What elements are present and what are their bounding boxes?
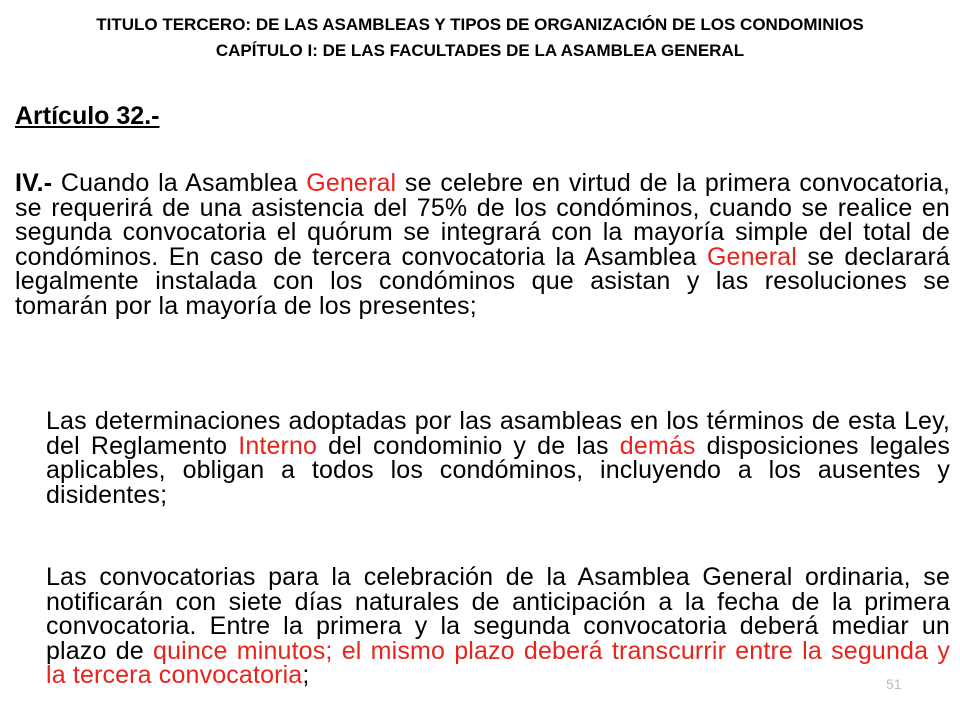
para2-text-2: del condominio y de las	[317, 431, 620, 460]
para3-text-1: Las convocatorias para la celebración de la Asamblea General ordinaria, se notificarán con siete días naturales de anticipación a la fecha de la primera convocatoria. Entre la primera y la segunda convocatoria deberá mediar un plazo de	[46, 563, 950, 665]
title-line-2: CAPÍTULO I: DE LAS FACULTADES DE LA ASAMBLEA GENERAL	[215, 41, 745, 60]
para1-highlight-2: General	[706, 242, 797, 271]
paragraph-3	[46, 565, 950, 688]
para1-text-3: se declarará legalmente instalada con los condóminos que asistan y las resoluciones se tomarán por la mayoría de los presentes;	[15, 242, 950, 320]
para2-highlight-2: demás	[619, 431, 696, 460]
slide-number: 51	[886, 676, 902, 692]
para3-highlight-1: quince minutos; el mismo plazo deberá transcurrir entre la segunda y la tercera convocatoria	[46, 636, 950, 689]
title-line-1: TITULO TERCERO: DE LAS ASAMBLEAS Y TIPOS DE ORGANIZACIÓN DE LOS CONDOMINIOS	[96, 15, 864, 34]
document-header	[0, 12, 960, 64]
article-title: Artículo 32.-	[15, 102, 160, 130]
para1-text-2: se celebre en virtud de la primera convocatoria, se requerirá de una asistencia del 75% de los condóminos, cuando se realice en segunda convocatoria el quórum se integrará con la mayoría simple del total de condóminos. En caso de tercera convocatoria la Asamblea	[15, 169, 950, 271]
para2-text-3: disposiciones legales aplicables, obligan a todos los condóminos, incluyendo a los ausentes y disidentes;	[46, 431, 950, 509]
paragraph-2	[46, 409, 950, 507]
paragraph-1	[15, 171, 950, 318]
para1-text-1: Cuando la Asamblea	[52, 169, 307, 197]
para3-text-2: ;	[302, 661, 310, 689]
para2-highlight-1: Interno	[238, 431, 318, 460]
para1-highlight-1: General	[306, 169, 397, 197]
section-label: IV.-	[15, 169, 53, 197]
para2-text-1: Las determinaciones adoptadas por las asambleas en los términos de esta Ley, del Reglamento	[46, 407, 950, 460]
